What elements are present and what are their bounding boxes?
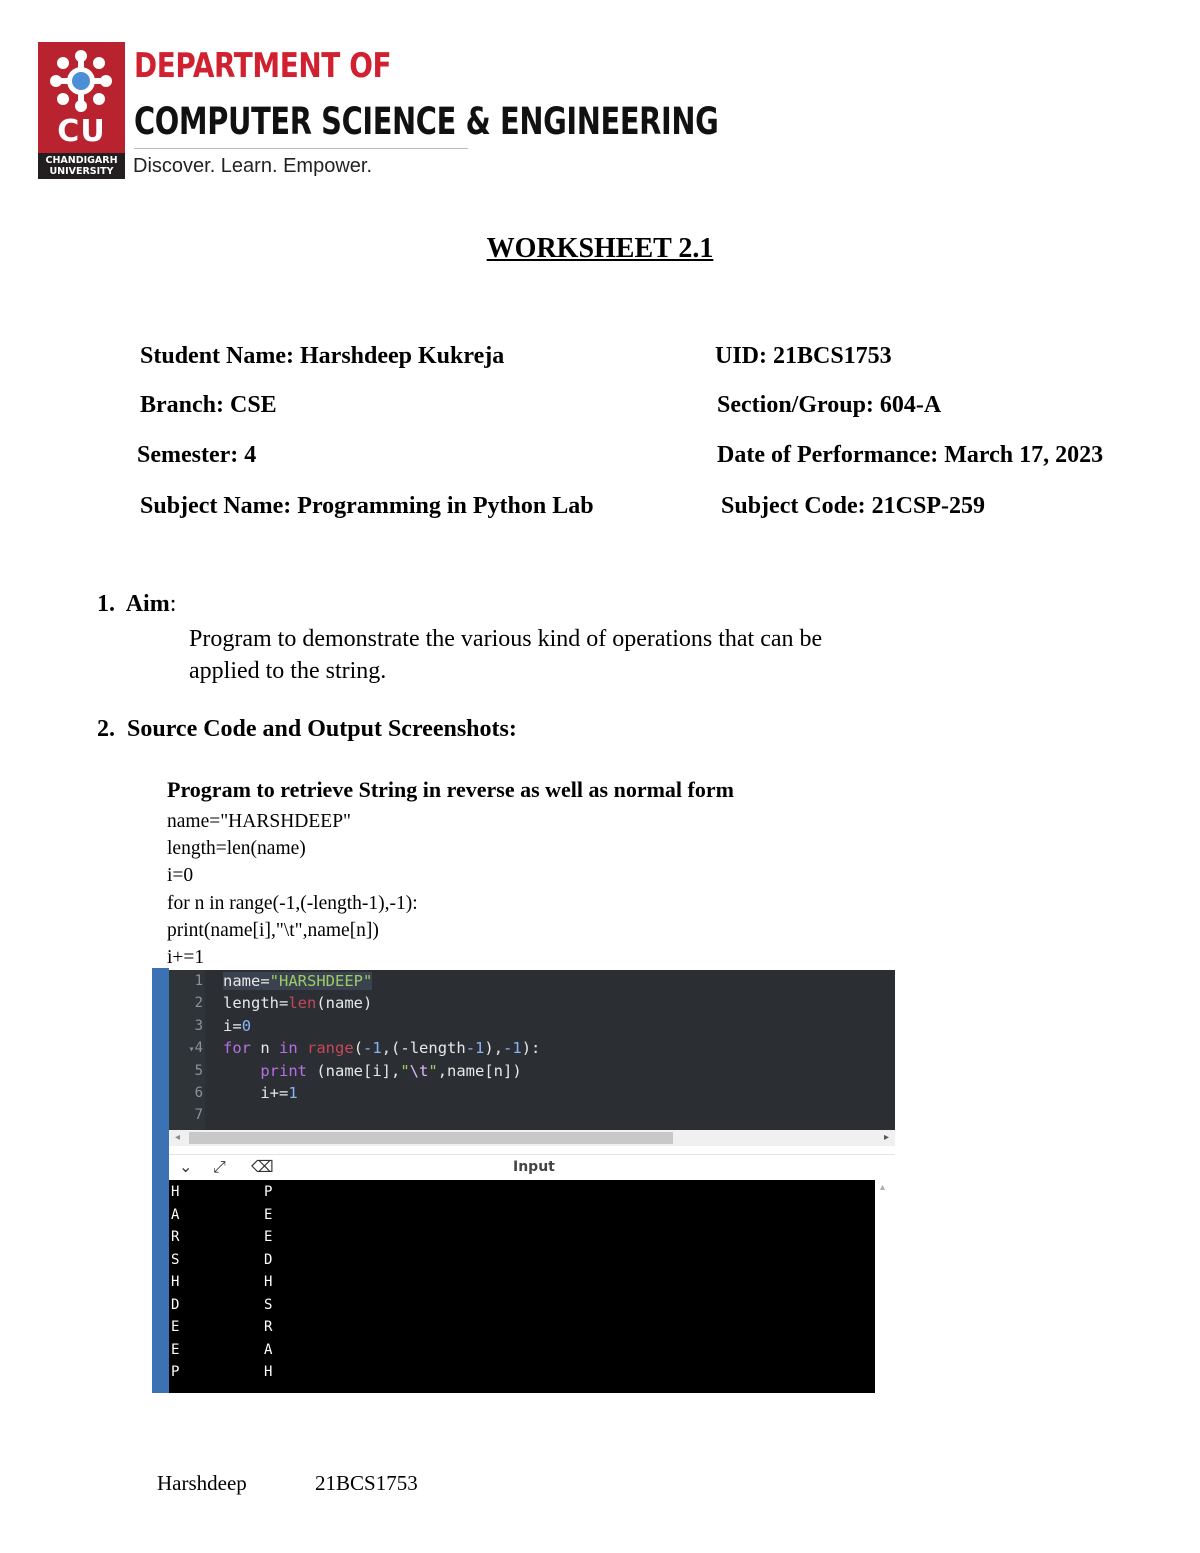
code-line: i+=1 <box>167 947 205 969</box>
code-line: name="HARSHDEEP" <box>167 811 351 832</box>
line-number-gutter: 1 2 3 ▾4 5 6 7 <box>169 970 205 1130</box>
vertical-scrollbar[interactable] <box>875 1180 895 1393</box>
emblem-icon <box>48 48 114 114</box>
input-label[interactable]: Input <box>513 1159 555 1175</box>
aim-heading: 1. Aim: <box>97 591 177 617</box>
footer-name: Harshdeep <box>157 1471 247 1495</box>
subject-code: Subject Code: 21CSP-259 <box>721 493 985 519</box>
aim-text: Program to demonstrate the various kind of operations that can be applied to the string. <box>189 626 823 684</box>
expand-icon[interactable]: ⤢ <box>213 1157 226 1176</box>
section-group: Section/Group: 604-A <box>717 392 942 418</box>
header-divider <box>134 148 468 149</box>
fold-icon: ▾ <box>188 1044 195 1056</box>
tagline: Discover. Learn. Empower. <box>133 155 372 177</box>
scroll-up-icon[interactable]: ▴ <box>880 1182 886 1193</box>
code-line: i=0 <box>167 865 194 887</box>
uid: UID: 21BCS1753 <box>715 343 892 369</box>
university-logo <box>38 42 125 179</box>
code-line: print(name[i],"\t",name[n]) <box>167 919 379 941</box>
output-toolbar <box>169 1154 895 1181</box>
code-line: for n in range(-1,(-length-1),-1): <box>167 892 418 914</box>
output-console: H P A E R E S D H H D S E R E A P H <box>169 1180 875 1393</box>
footer-uid: 21BCS1753 <box>315 1471 418 1495</box>
program-code <box>167 808 418 971</box>
ide-side-bar <box>152 968 169 1393</box>
subject-name: Subject Name: Programming in Python Lab <box>140 493 594 519</box>
date-of-performance: Date of Performance: March 17, 2023 <box>717 442 1104 468</box>
logo-university-text: CHANDIGARH UNIVERSITY <box>38 153 125 179</box>
worksheet-title: WORKSHEET 2.1 <box>486 233 714 264</box>
department-line-2: COMPUTER SCIENCE & ENGINEERING <box>134 100 719 143</box>
scroll-right-icon[interactable]: ▸ <box>883 1132 889 1143</box>
horizontal-scrollbar[interactable] <box>169 1130 895 1146</box>
scrollbar-thumb[interactable] <box>189 1132 673 1144</box>
chevron-down-icon[interactable]: ⌄ <box>179 1157 193 1176</box>
program-heading: Program to retrieve String in reverse as well as normal form <box>167 777 734 802</box>
department-line-1: DEPARTMENT OF <box>134 46 392 86</box>
branch: Branch: CSE <box>140 392 277 418</box>
code-line: length=len(name) <box>167 838 306 860</box>
student-name: Student Name: Harshdeep Kukreja <box>140 343 505 369</box>
scroll-left-icon[interactable]: ◂ <box>175 1132 181 1143</box>
logo-cu-text: CU <box>57 114 106 149</box>
code-editor[interactable] <box>169 970 895 1130</box>
ide-screenshot <box>152 968 895 1393</box>
clear-output-icon[interactable]: ⌫ <box>251 1157 274 1176</box>
source-heading: 2. Source Code and Output Screenshots: <box>97 716 517 742</box>
semester: Semester: 4 <box>137 442 257 468</box>
editor-source: name="HARSHDEEP" length=len(name) i=0 for n in range(-1,(-length-1),-1): print (name[i],"\t",name[n]) i+=1 <box>223 972 541 1102</box>
